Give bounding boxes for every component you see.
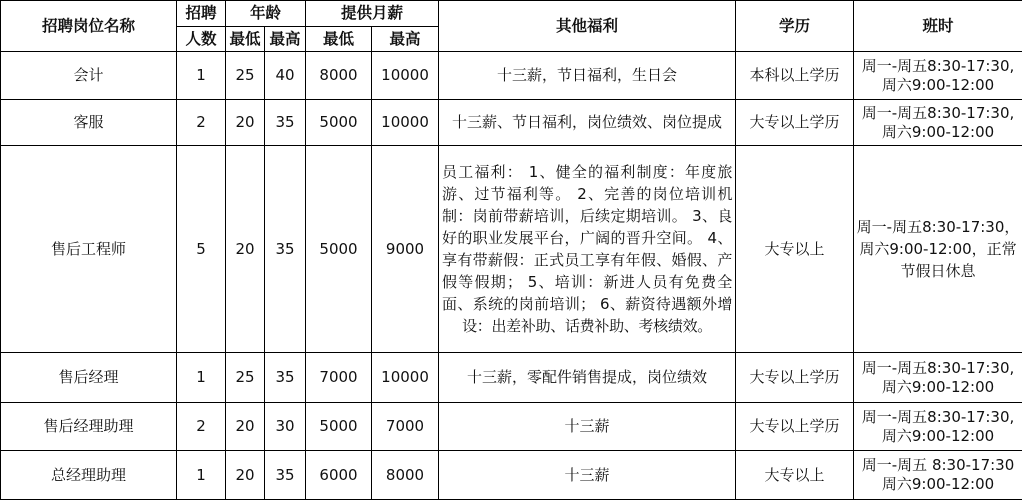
header-shift: 班时 bbox=[854, 1, 1022, 52]
cell-education: 本科以上学历 bbox=[736, 52, 854, 100]
header-count-bottom: 人数 bbox=[177, 27, 226, 52]
cell-shift: 周一-周五8:30-17:30,周六9:00-12:00 bbox=[854, 100, 1022, 146]
cell-salary-min: 8000 bbox=[306, 52, 372, 100]
cell-age-max: 35 bbox=[265, 451, 306, 500]
cell-age-max: 35 bbox=[265, 100, 306, 146]
header-salary-min: 最低 bbox=[306, 27, 372, 52]
cell-position: 售后工程师 bbox=[1, 146, 177, 353]
cell-shift: 周一-周五 8:30-17:30周六9:00-12:00 bbox=[854, 451, 1022, 500]
header-age-max: 最高 bbox=[265, 27, 306, 52]
cell-welfare: 十三薪 bbox=[439, 403, 736, 451]
table-row bbox=[1, 451, 1022, 500]
cell-welfare: 十三薪，节日福利，生日会 bbox=[439, 52, 736, 100]
cell-welfare: 十三薪 bbox=[439, 451, 736, 500]
header-salary-max: 最高 bbox=[372, 27, 439, 52]
cell-salary-min: 6000 bbox=[306, 451, 372, 500]
cell-age-min: 20 bbox=[226, 403, 265, 451]
cell-salary-max: 9000 bbox=[372, 146, 439, 353]
table-row bbox=[1, 146, 1022, 353]
cell-education: 大专以上学历 bbox=[736, 100, 854, 146]
cell-shift: 周一-周五8:30-17:30,周六9:00-12:00 bbox=[854, 52, 1022, 100]
header-education: 学历 bbox=[736, 1, 854, 52]
cell-shift: 周一-周五8:30-17:30,周六9:00-12:00 bbox=[854, 403, 1022, 451]
cell-count: 2 bbox=[177, 403, 226, 451]
cell-salary-max: 8000 bbox=[372, 451, 439, 500]
cell-position: 客服 bbox=[1, 100, 177, 146]
cell-salary-max: 10000 bbox=[372, 100, 439, 146]
table-row bbox=[1, 403, 1022, 451]
cell-count: 2 bbox=[177, 100, 226, 146]
cell-welfare: 十三薪、节日福利，岗位绩效、岗位提成 bbox=[439, 100, 736, 146]
header-position: 招聘岗位名称 bbox=[1, 1, 177, 52]
header-salary: 提供月薪 bbox=[306, 1, 439, 27]
cell-count: 1 bbox=[177, 451, 226, 500]
cell-education: 大专以上 bbox=[736, 451, 854, 500]
cell-position: 会计 bbox=[1, 52, 177, 100]
cell-position: 售后经理助理 bbox=[1, 403, 177, 451]
cell-age-max: 30 bbox=[265, 403, 306, 451]
cell-age-min: 25 bbox=[226, 52, 265, 100]
cell-salary-min: 7000 bbox=[306, 353, 372, 403]
cell-welfare: 十三薪，零配件销售提成，岗位绩效 bbox=[439, 353, 736, 403]
cell-shift: 周一-周五8:30-17:30,周六9:00-12:00 bbox=[854, 353, 1022, 403]
cell-age-max: 40 bbox=[265, 52, 306, 100]
table-row bbox=[1, 52, 1022, 100]
cell-age-min: 20 bbox=[226, 451, 265, 500]
cell-count: 1 bbox=[177, 353, 226, 403]
cell-position: 售后经理 bbox=[1, 353, 177, 403]
cell-age-min: 25 bbox=[226, 353, 265, 403]
cell-salary-max: 7000 bbox=[372, 403, 439, 451]
cell-salary-min: 5000 bbox=[306, 100, 372, 146]
cell-salary-min: 5000 bbox=[306, 146, 372, 353]
cell-age-min: 20 bbox=[226, 146, 265, 353]
cell-age-max: 35 bbox=[265, 353, 306, 403]
cell-salary-max: 10000 bbox=[372, 52, 439, 100]
cell-count: 5 bbox=[177, 146, 226, 353]
table-row bbox=[1, 353, 1022, 403]
header-age: 年龄 bbox=[226, 1, 306, 27]
cell-salary-max: 10000 bbox=[372, 353, 439, 403]
cell-welfare: 员工福利： 1、健全的福利制度：年度旅游、过节福利等。 2、完善的岗位培训机制：岗前带薪培训，后续定期培训。 3、良好的职业发展平台，广阔的晋升空间。 4、享有带薪假：正式员工享有年假、婚假、产假等假期； 5、培训：新进人员有免费全面、系统的岗前培训； 6、薪资待遇额外增设：出差补助、话费补助、考核绩效。 bbox=[439, 146, 736, 353]
cell-count: 1 bbox=[177, 52, 226, 100]
cell-salary-min: 5000 bbox=[306, 403, 372, 451]
cell-education: 大专以上学历 bbox=[736, 353, 854, 403]
cell-age-min: 20 bbox=[226, 100, 265, 146]
cell-age-max: 35 bbox=[265, 146, 306, 353]
cell-position: 总经理助理 bbox=[1, 451, 177, 500]
header-row-top bbox=[1, 1, 1022, 27]
header-age-min: 最低 bbox=[226, 27, 265, 52]
cell-education: 大专以上学历 bbox=[736, 403, 854, 451]
cell-shift: 周一-周五8:30-17:30，周六9:00-12:00，正常节假日休息 bbox=[854, 146, 1022, 353]
header-count-top: 招聘 bbox=[177, 1, 226, 27]
header-welfare: 其他福利 bbox=[439, 1, 736, 52]
table-row bbox=[1, 100, 1022, 146]
cell-education: 大专以上 bbox=[736, 146, 854, 353]
